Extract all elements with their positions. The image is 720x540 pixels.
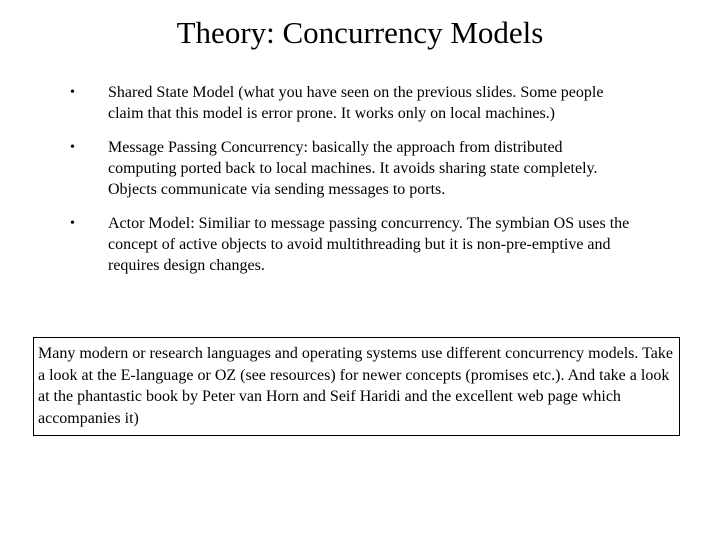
bullet-item-actor-model (70, 213, 630, 276)
note-box: Many modern or research languages and operating systems use different concurrency models. Take a look at the E-language or OZ (see resources) for newer concepts (promises etc.). And take a look at the phantastic book by Peter van Horn and Seif Haridi and the excellent web page which accompanies it) (33, 337, 680, 436)
bullet-marker: • (70, 85, 75, 100)
bullet-item-shared-state (70, 82, 630, 124)
bullet-list (70, 82, 630, 289)
bullet-text-message-passing: Message Passing Concurrency: basically the approach from distributed computing ported back to local machines. It avoids sharing state completely. Objects communicate via sending messages to ports. (108, 139, 598, 198)
bullet-marker: • (70, 216, 75, 231)
slide-title: Theory: Concurrency Models (176, 15, 544, 50)
bullet-text-shared-state: Shared State Model (what you have seen on the previous slides. Some people claim that this model is error prone. It works only on local machines.) (108, 84, 604, 122)
bullet-item-message-passing (70, 137, 630, 200)
bullet-marker: • (70, 140, 75, 155)
bullet-text-actor-model: Actor Model: Similiar to message passing concurrency. The symbian OS uses the concept of active objects to avoid multithreading but it is non-pre-emptive and requires design changes. (108, 215, 630, 274)
